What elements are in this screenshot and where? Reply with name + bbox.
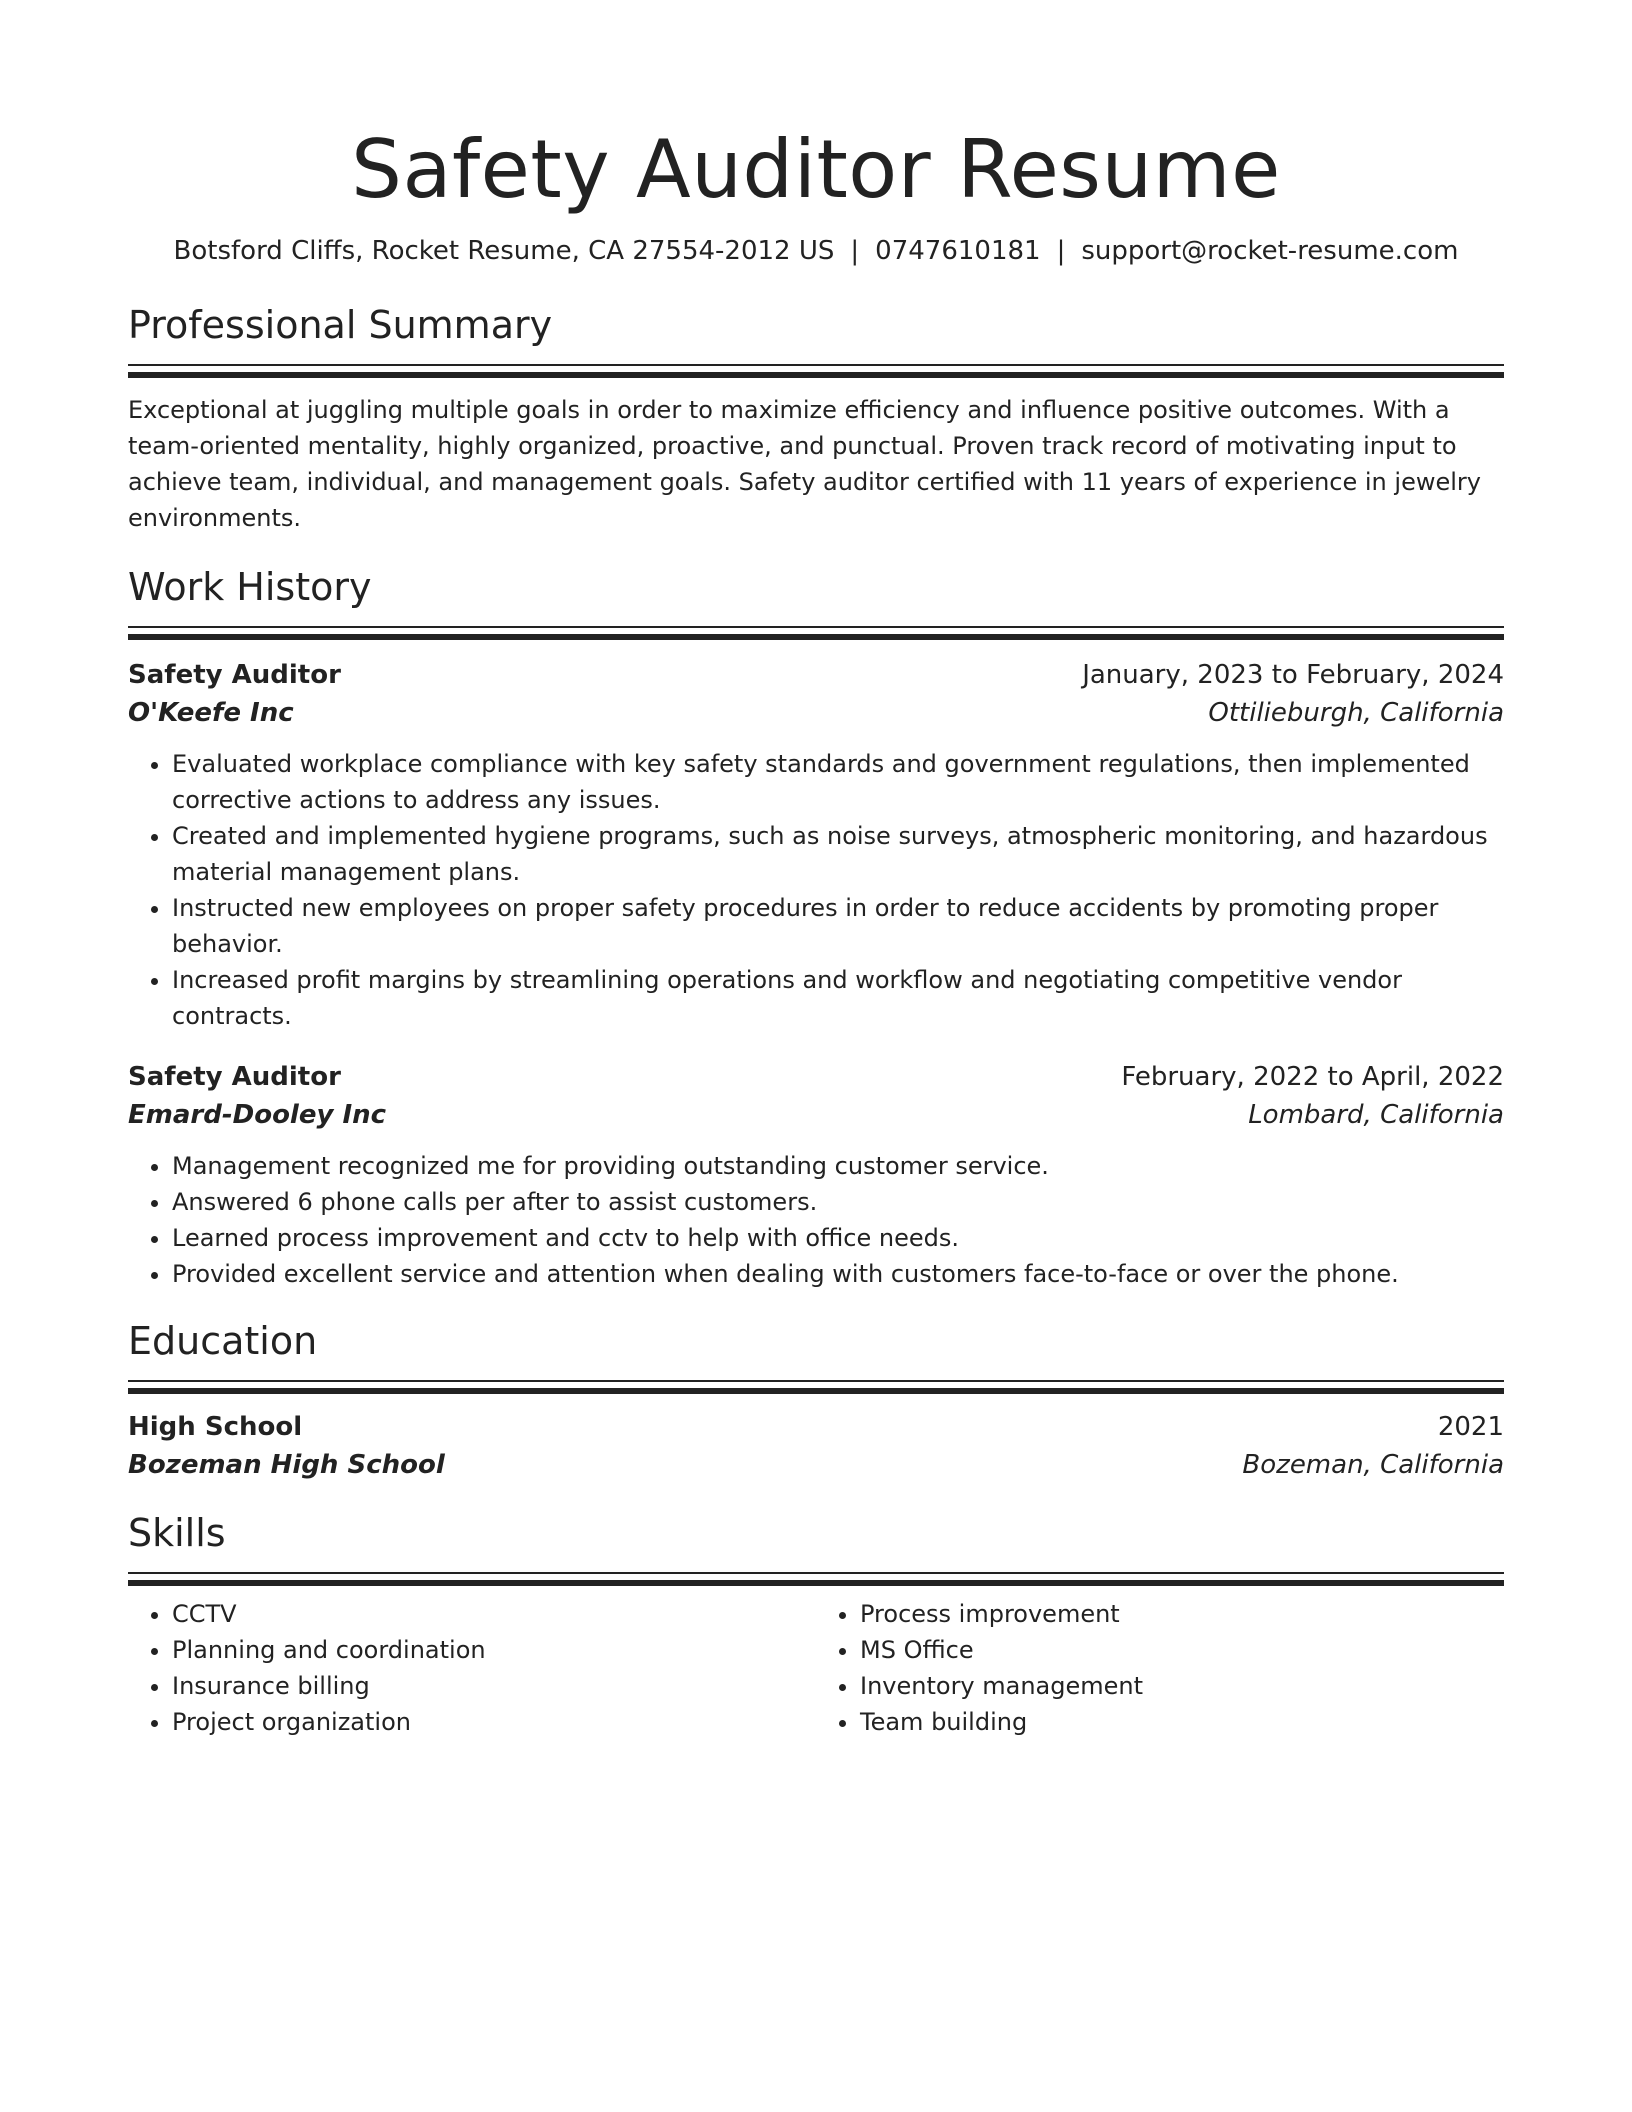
- education-location: Bozeman, California: [1242, 1450, 1504, 1480]
- section-heading-summary: Professional Summary: [128, 303, 553, 347]
- job-title: Safety Auditor: [128, 1062, 341, 1092]
- job-bullet: • Management recognized me for providing outstanding customer service.: [172, 1148, 1504, 1184]
- contact-email: support@rocket-resume.com: [1081, 236, 1459, 266]
- contact-separator: |: [1056, 236, 1066, 266]
- section-divider: [128, 1380, 1504, 1382]
- job-company-row: [128, 694, 1504, 732]
- skills-column-right: [816, 1596, 1504, 1740]
- section-heading-education: Education: [128, 1319, 318, 1363]
- job-header-row: [128, 656, 1504, 694]
- job-bullet: • Increased profit margins by streamlining operations and workflow and negotiating competitive vendor contracts.: [172, 962, 1504, 1034]
- job-company-row: [128, 1096, 1504, 1134]
- job-bullets: [128, 1148, 1504, 1292]
- section-divider-thick: [128, 372, 1504, 378]
- job-entry: [128, 656, 1504, 1034]
- job-bullet: • Created and implemented hygiene programs, such as noise surveys, atmospheric monitoring, and hazardous material management plans.: [172, 818, 1504, 890]
- skill-item: • CCTV: [172, 1596, 816, 1632]
- education-section: [128, 1318, 1504, 1484]
- contact-separator: |: [850, 236, 860, 266]
- skill-item: • Process improvement: [860, 1596, 1504, 1632]
- education-entry: [128, 1408, 1504, 1484]
- contact-phone: 0747610181: [875, 236, 1041, 266]
- skill-item: • Project organization: [172, 1704, 816, 1740]
- skills-list: [128, 1596, 816, 1740]
- job-dates: February, 2022 to April, 2022: [1121, 1062, 1504, 1092]
- section-heading-work-history: Work History: [128, 565, 372, 609]
- section-divider: [128, 626, 1504, 628]
- skill-item: • Team building: [860, 1704, 1504, 1740]
- job-bullets: [128, 746, 1504, 1034]
- section-divider: [128, 1572, 1504, 1574]
- job-location: Lombard, California: [1248, 1100, 1504, 1130]
- summary-text: Exceptional at juggling multiple goals in order to maximize efficiency and influence positive outcomes. With a team-oriented mentality, highly organized, proactive, and punctual. Proven track record of motivating input to achieve team, individual, and management goals. Safety auditor certified with 11 years of experience in jewelry environments.: [128, 396, 1481, 532]
- job-entry: [128, 1058, 1504, 1292]
- work-history-section: [128, 564, 1504, 1292]
- section-divider: [128, 364, 1504, 366]
- skill-item: • Inventory management: [860, 1668, 1504, 1704]
- job-location: Ottilieburgh, California: [1208, 698, 1504, 728]
- section-heading-skills: Skills: [128, 1511, 226, 1555]
- section-divider-thick: [128, 1388, 1504, 1394]
- resume-title: Safety Auditor Resume: [351, 123, 1281, 216]
- summary-section: [128, 302, 1504, 536]
- job-dates: January, 2023 to February, 2024: [1082, 660, 1504, 690]
- contact-address: Botsford Cliffs, Rocket Resume, CA 27554-2012 US: [173, 236, 835, 266]
- job-bullet: • Answered 6 phone calls per after to assist customers.: [172, 1184, 1504, 1220]
- skills-grid: [128, 1596, 1504, 1740]
- job-bullet: • Provided excellent service and attention when dealing with customers face-to-face or over the phone.: [172, 1256, 1504, 1292]
- job-company: Emard-Dooley Inc: [128, 1100, 387, 1130]
- section-divider-thick: [128, 1580, 1504, 1586]
- section-divider-thick: [128, 634, 1504, 640]
- job-title: Safety Auditor: [128, 660, 341, 690]
- job-bullet: • Instructed new employees on proper safety procedures in order to reduce accidents by promoting proper behavior.: [172, 890, 1504, 962]
- contact-line: [128, 234, 1504, 268]
- job-bullet: • Evaluated workplace compliance with key safety standards and government regulations, then implemented corrective actions to address any issues.: [172, 746, 1504, 818]
- education-school: Bozeman High School: [128, 1450, 445, 1480]
- skill-item: • MS Office: [860, 1632, 1504, 1668]
- education-header-row: [128, 1408, 1504, 1446]
- job-bullet: • Learned process improvement and cctv to help with office needs.: [172, 1220, 1504, 1256]
- education-degree: High School: [128, 1412, 303, 1442]
- skill-item: • Planning and coordination: [172, 1632, 816, 1668]
- education-school-row: [128, 1446, 1504, 1484]
- skills-section: [128, 1510, 1504, 1740]
- skills-column-left: [128, 1596, 816, 1740]
- job-header-row: [128, 1058, 1504, 1096]
- skills-list: [816, 1596, 1504, 1740]
- education-year: 2021: [1437, 1412, 1504, 1442]
- job-company: O'Keefe Inc: [128, 698, 294, 728]
- skill-item: • Insurance billing: [172, 1668, 816, 1704]
